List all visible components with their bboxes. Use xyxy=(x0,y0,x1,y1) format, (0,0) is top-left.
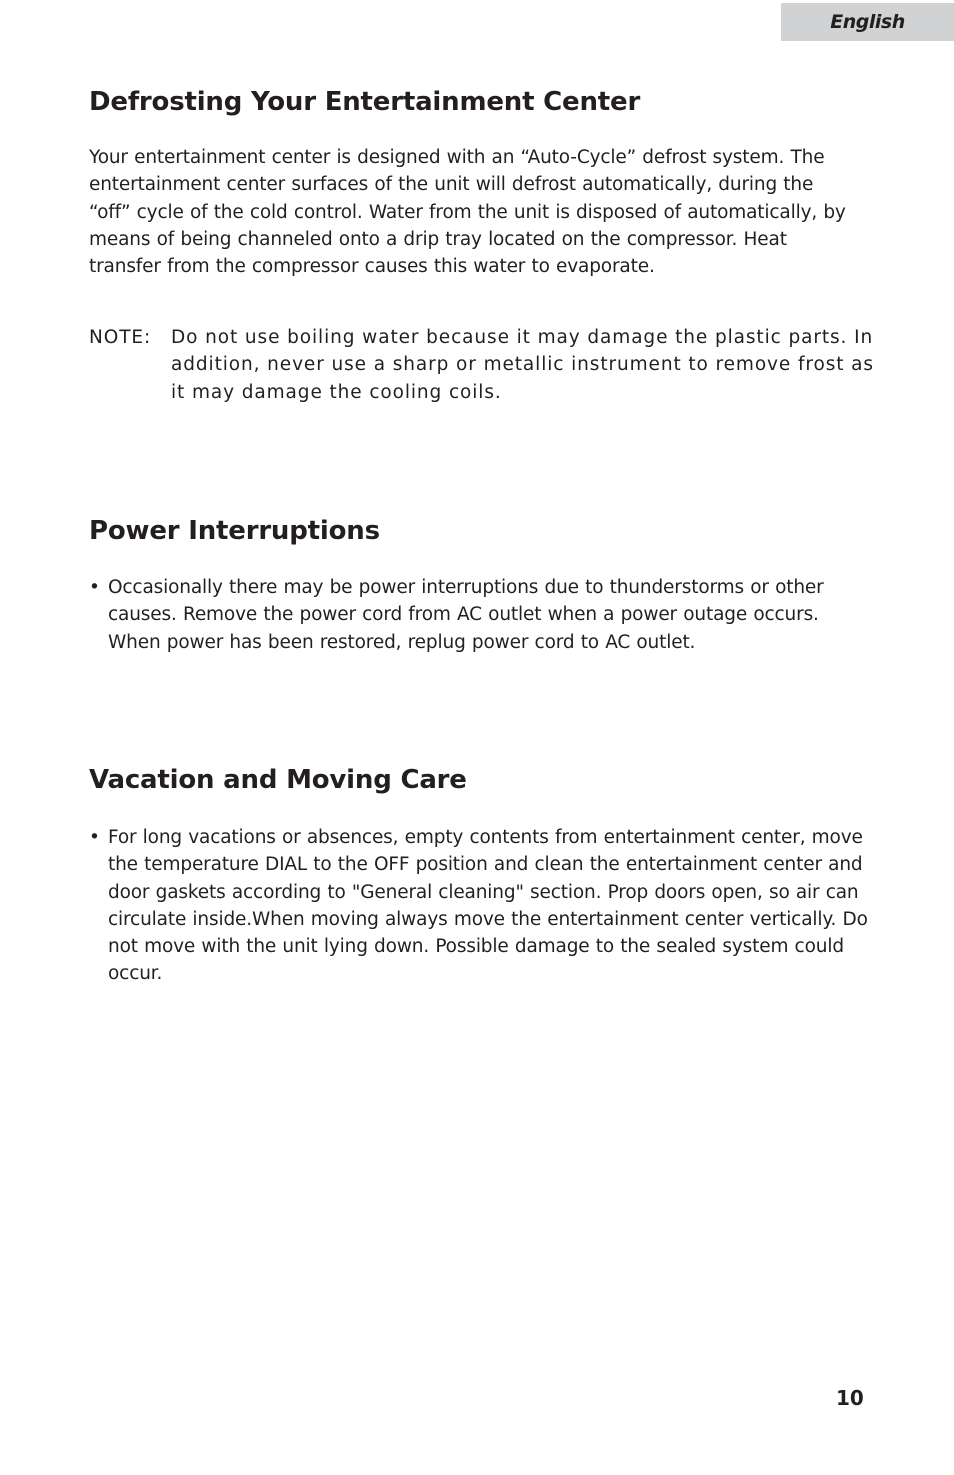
page-number: 10 xyxy=(836,1386,864,1410)
bullet-icon: • xyxy=(89,577,100,598)
defrosting-heading: Defrosting Your Entertainment Center xyxy=(89,87,641,117)
bullet-text: For long vacations or absences, empty contents from entertainment center, move the temperature DIAL to the OFF position and clean the entertainment center and door gaskets according to "General cleaning" section. Prop doors open, so air can circulate inside.When moving always move the entertainment center vertically. Do not move with the unit lying down. Possible damage to the sealed system could occur. xyxy=(108,827,868,985)
bullet-text: Occasionally there may be power interruptions due to thunderstorms or other causes. Remove the power cord from AC outlet when a power outage occurs. When power has been restored, replug power cord to AC outlet. xyxy=(108,577,824,653)
vacation-moving-heading: Vacation and Moving Care xyxy=(89,765,467,795)
bullet-icon: • xyxy=(89,827,100,848)
power-interruptions-heading: Power Interruptions xyxy=(89,516,380,546)
note-label: NOTE: xyxy=(89,327,152,348)
note-text: Do not use boiling water because it may damage the plastic parts. In addition, never use a sharp or metallic instrument to remove frost as it may damage the cooling coils. xyxy=(171,327,874,403)
defrosting-body: Your entertainment center is designed with an “Auto-Cycle” defrost system. The entertainment center surfaces of the unit will defrost automatically, during the “off” cycle of the cold control. Water from the unit is disposed of automatically, by means of being channeled onto a drip tray located on the compressor. Heat transfer from the compressor causes this water to evaporate. xyxy=(89,147,846,278)
language-tab: English xyxy=(781,3,954,41)
